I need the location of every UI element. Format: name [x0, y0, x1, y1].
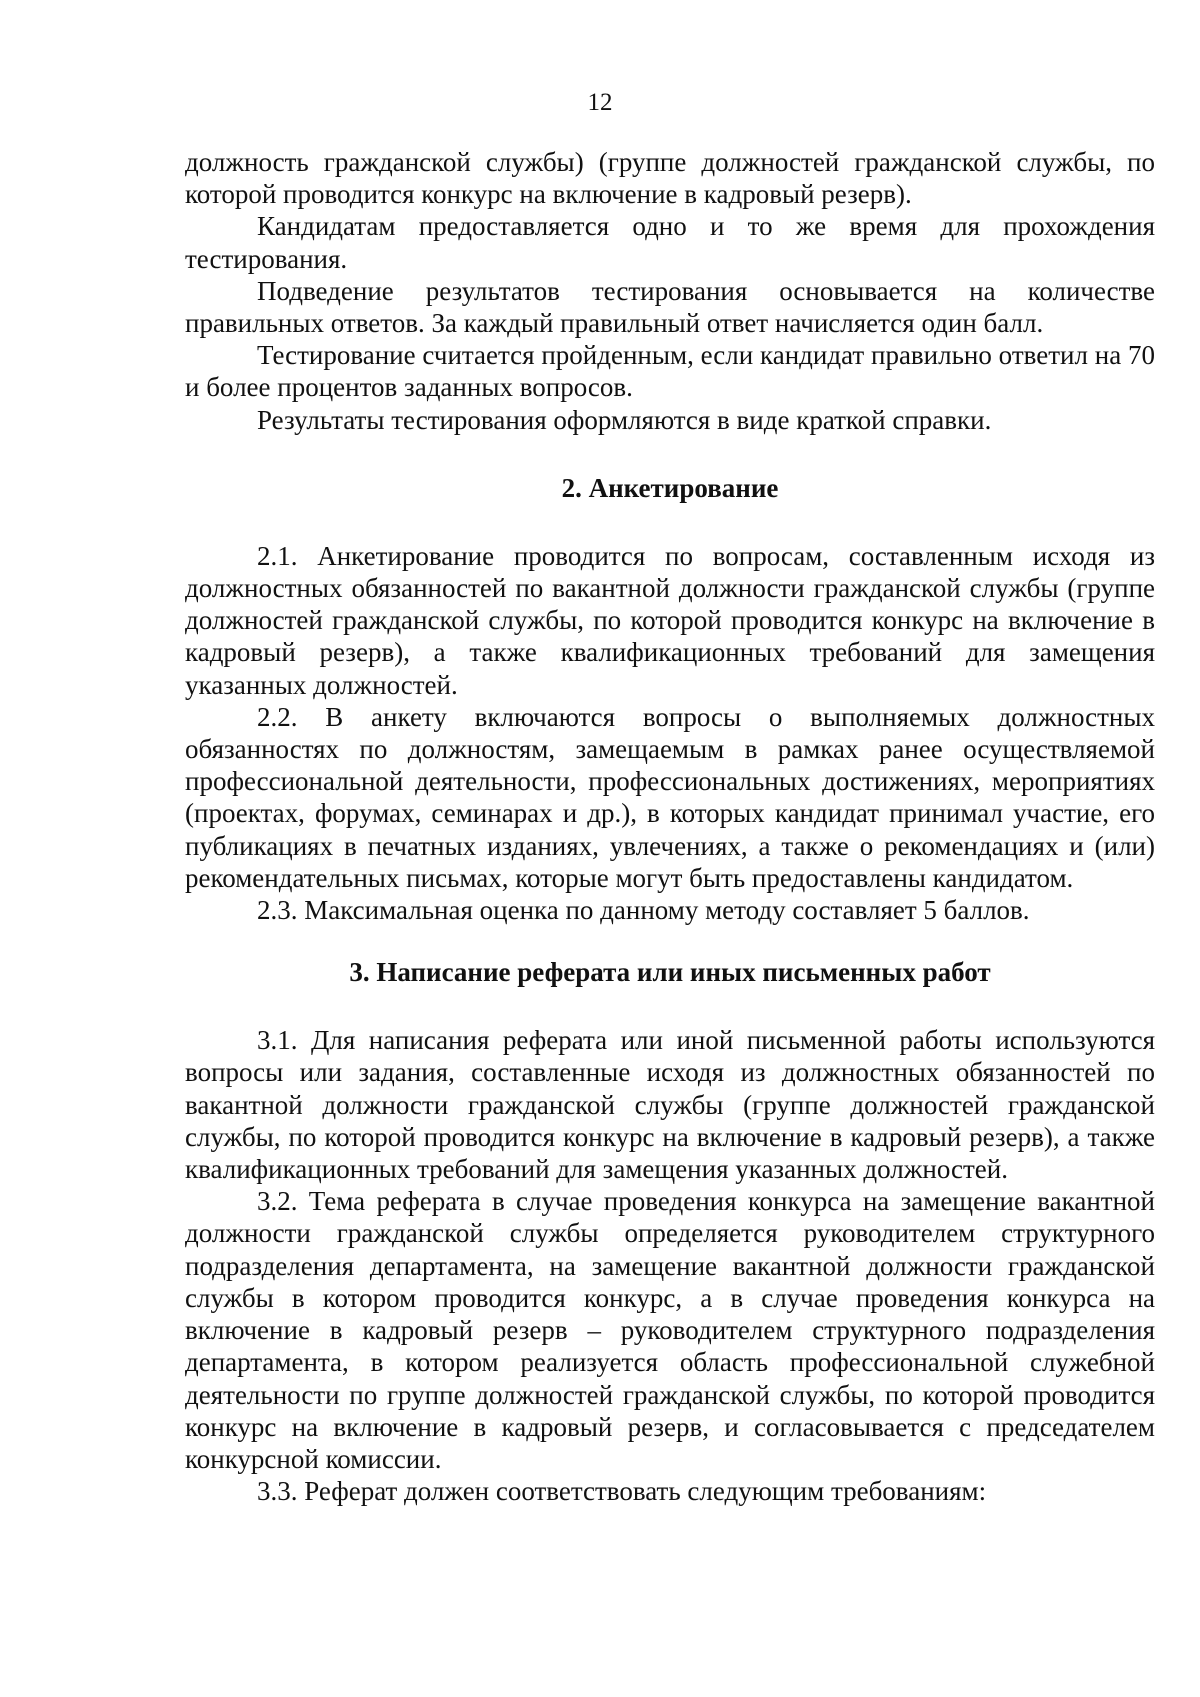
paragraph-results-format: Результаты тестирования оформляются в виде краткой справки. [257, 404, 992, 435]
paragraph-3-3: 3.3. Реферат должен соответствовать следующим требованиям: [257, 1476, 987, 1507]
document-body [185, 146, 1155, 1507]
paragraph-continuation: должность гражданской службы) (группе должностей гражданской службы, по которой проводится конкурс на включение в кадровый резерв). [185, 147, 1155, 210]
paragraph-3-2: 3.2. Тема реферата в случае проведения конкурса на замещение вакантной должности гражданской службы определяется руководителем структурного подразделения департамента, на замещение вакантной должности гражданской службы в котором проводится конкурс, а в случае проведения конкурса на включение в кадровый резерв – руководителем структурного подразделения департамента, в котором реализуется область профессиональной служебной деятельности по группе должностей гражданской службы, по которой проводится конкурс на включение в кадровый резерв, и согласовывается с председателем конкурсной комиссии. [185, 1186, 1155, 1474]
paragraph-candidates-time: Кандидатам предоставляется одно и то же время для прохождения тестирования. [185, 211, 1155, 274]
paragraph-2-1: 2.1. Анкетирование проводится по вопросам, составленным исходя из должностных обязанностей по вакантной должности гражданской службы (группе должностей гражданской службы, по которой проводится конкурс на включение в кадровый резерв), а также квалификационных требований для замещения указанных должностей. [185, 540, 1155, 700]
paragraph-results-basis: Подведение результатов тестирования основывается на количестве правильных ответов. За каждый правильный ответ начисляется один балл. [185, 275, 1155, 339]
paragraph-3-1: 3.1. Для написания реферата или иной письменной работы используются вопросы или задания, составленные исходя из должностных обязанностей по вакантной должности гражданской службы (группе должностей гражданской службы, по которой проводится конкурс на включение в кадровый резерв), а также квалификационных требований для замещения указанных должностей. [185, 1025, 1155, 1185]
paragraph-2-2: 2.2. В анкету включаются вопросы о выполняемых должностных обязанностях по должностям, замещаемым в рамках ранее осуществляемой профессиональной деятельности, профессиональных достижениях, мероприятиях (проектах, форумах, семинарах и др.), в которых кандидат принимал участие, его публикациях в печатных изданиях, увлечениях, а также о рекомендациях и (или) рекомендательных письмах, которые могут быть предоставлены кандидатом. [185, 701, 1155, 893]
paragraph-2-3: 2.3. Максимальная оценка по данному методу составляет 5 баллов. [257, 895, 1030, 926]
paragraph-test-passed: Тестирование считается пройденным, если кандидат правильно ответил на 70 и более процентов заданных вопросов. [185, 340, 1155, 403]
section-3-heading: 3. Написание реферата или иных письменных работ [349, 957, 991, 988]
section-2-heading: 2. Анкетирование [561, 472, 779, 503]
page-number: 12 [587, 89, 613, 116]
